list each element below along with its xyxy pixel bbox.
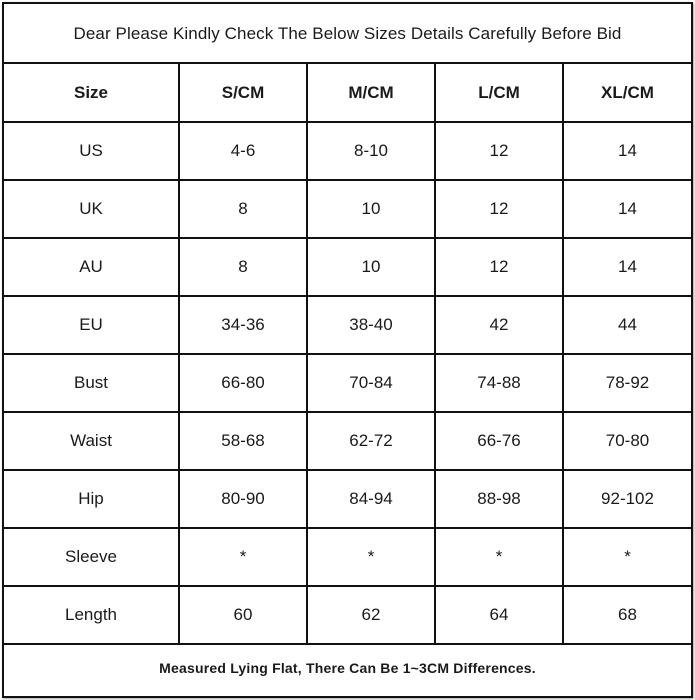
- table-cell: 66-80: [179, 354, 307, 412]
- table-cell: 58-68: [179, 412, 307, 470]
- table-cell: 92-102: [563, 470, 691, 528]
- table-cell: 8-10: [307, 122, 435, 180]
- row-label: Bust: [4, 354, 179, 412]
- table-cell: 38-40: [307, 296, 435, 354]
- row-label: AU: [4, 238, 179, 296]
- table-cell: 10: [307, 238, 435, 296]
- table-cell: 4-6: [179, 122, 307, 180]
- column-header-s: S/CM: [179, 64, 307, 122]
- column-header-size: Size: [4, 64, 179, 122]
- size-table: [4, 64, 691, 645]
- table-cell: 8: [179, 180, 307, 238]
- chart-title: Dear Please Kindly Check The Below Sizes Details Carefully Before Bid: [4, 4, 691, 64]
- table-cell: 12: [435, 238, 563, 296]
- table-cell: *: [179, 528, 307, 586]
- table-cell: 14: [563, 180, 691, 238]
- size-chart: [2, 2, 693, 698]
- table-cell: 70-84: [307, 354, 435, 412]
- table-row-waist: [4, 412, 691, 470]
- table-cell: 74-88: [435, 354, 563, 412]
- table-cell: *: [563, 528, 691, 586]
- table-cell: 84-94: [307, 470, 435, 528]
- table-cell: 62-72: [307, 412, 435, 470]
- column-header-m: M/CM: [307, 64, 435, 122]
- table-cell: 34-36: [179, 296, 307, 354]
- row-label: Hip: [4, 470, 179, 528]
- table-row-uk: [4, 180, 691, 238]
- table-cell: 12: [435, 122, 563, 180]
- row-label: EU: [4, 296, 179, 354]
- table-row-length: [4, 586, 691, 644]
- table-row-eu: [4, 296, 691, 354]
- table-cell: 70-80: [563, 412, 691, 470]
- table-cell: 44: [563, 296, 691, 354]
- table-cell: 78-92: [563, 354, 691, 412]
- column-header-xl: XL/CM: [563, 64, 691, 122]
- row-label: Length: [4, 586, 179, 644]
- table-row-au: [4, 238, 691, 296]
- table-cell: 14: [563, 122, 691, 180]
- table-cell: 80-90: [179, 470, 307, 528]
- table-row-hip: [4, 470, 691, 528]
- row-label: US: [4, 122, 179, 180]
- table-cell: 8: [179, 238, 307, 296]
- table-cell: 10: [307, 180, 435, 238]
- table-cell: 64: [435, 586, 563, 644]
- table-cell: 66-76: [435, 412, 563, 470]
- table-cell: 14: [563, 238, 691, 296]
- table-header-row: [4, 64, 691, 122]
- table-cell: 62: [307, 586, 435, 644]
- row-label: UK: [4, 180, 179, 238]
- table-row-us: [4, 122, 691, 180]
- table-cell: 88-98: [435, 470, 563, 528]
- table-cell: 60: [179, 586, 307, 644]
- row-label: Sleeve: [4, 528, 179, 586]
- table-cell: *: [435, 528, 563, 586]
- table-row-sleeve: [4, 528, 691, 586]
- measurement-note: Measured Lying Flat, There Can Be 1~3CM Differences.: [159, 660, 536, 676]
- table-cell: 12: [435, 180, 563, 238]
- table-cell: 42: [435, 296, 563, 354]
- table-row-bust: [4, 354, 691, 412]
- column-header-l: L/CM: [435, 64, 563, 122]
- row-label: Waist: [4, 412, 179, 470]
- table-cell: *: [307, 528, 435, 586]
- table-cell: 68: [563, 586, 691, 644]
